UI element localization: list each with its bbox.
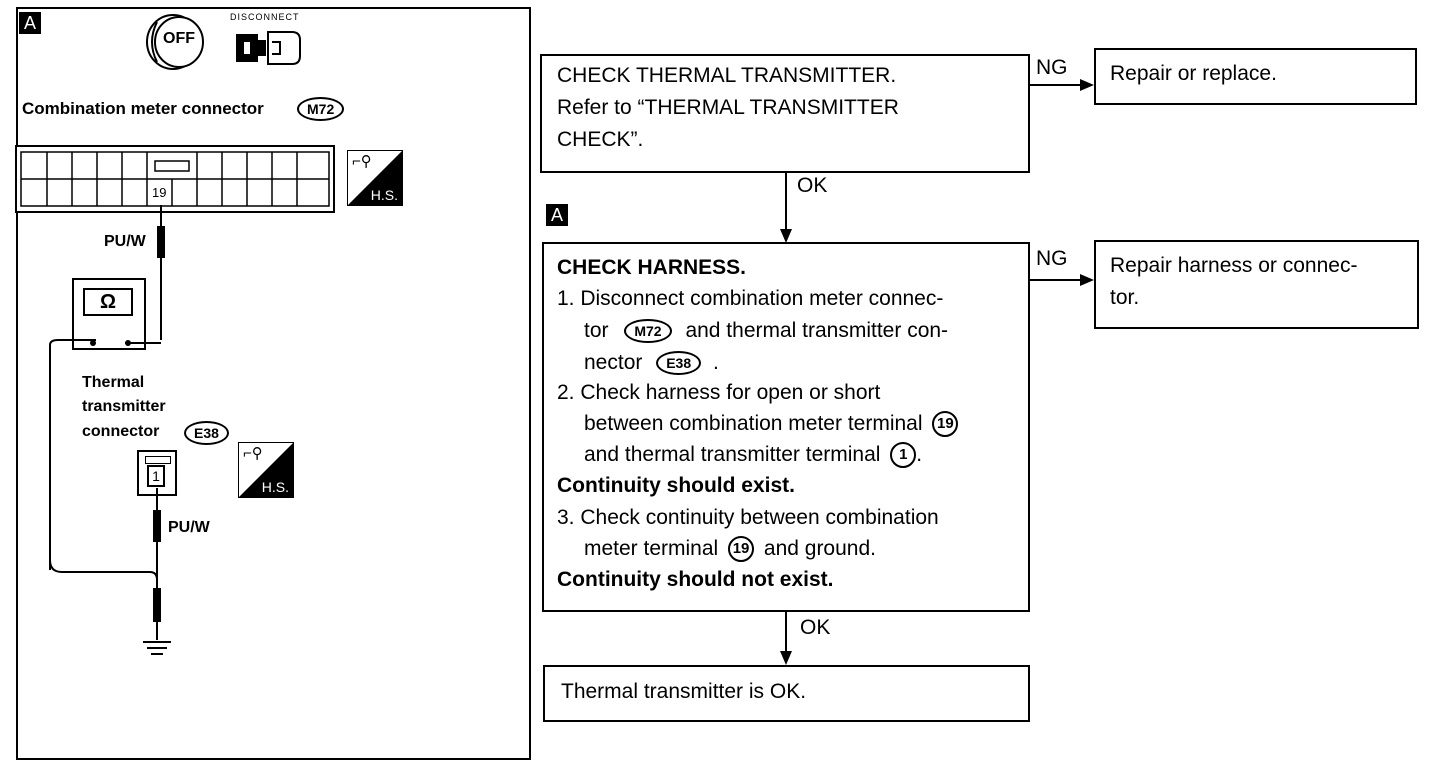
step1-line3: CHECK”. (557, 128, 644, 151)
final-result: Thermal transmitter is OK. (561, 680, 807, 703)
disconnect-label: DISCONNECT (230, 12, 300, 22)
step2-tag: A (546, 204, 568, 226)
ignition-off-label: OFF (163, 30, 195, 47)
ng1-result: Repair or replace. (1110, 62, 1277, 85)
step2-item1-line1: 1. Disconnect combination meter connec- (557, 287, 944, 310)
continuity-should-exist: Continuity should exist. (557, 474, 796, 497)
step2-item3-line2: meter terminal 19 and ground. (584, 533, 876, 565)
step2-item2-line1: 2. Check harness for open or short (557, 381, 881, 404)
ng2-label: NG (1036, 247, 1068, 270)
transmitter-terminal: 1 (147, 465, 165, 487)
hs-label-top: H.S. (370, 187, 398, 203)
transmitter-label-2: transmitter (82, 398, 166, 415)
step2-item1-line2: tor M72 and thermal transmitter con- (584, 319, 949, 342)
transmitter-label-1: Thermal (82, 374, 145, 391)
step2-item2-line3: and thermal transmitter terminal 1 . (584, 439, 922, 471)
meter-connector-code: M72 (297, 97, 344, 121)
transmitter-connector-code: E38 (184, 421, 229, 445)
ng1-label: NG (1036, 56, 1068, 79)
step1-line1: CHECK THERMAL TRANSMITTER. (557, 64, 897, 87)
wire-color-top: PU/W (104, 233, 146, 250)
ng2-result-line1: Repair harness or connec- (1110, 254, 1358, 277)
step2-item2-line2: between combination meter terminal 19 (584, 408, 958, 440)
e38-code: E38 (656, 351, 701, 375)
panel-tag: A (19, 12, 41, 34)
continuity-should-not-exist: Continuity should not exist. (557, 568, 834, 591)
step2-item3-line1: 3. Check continuity between combination (557, 506, 939, 529)
probe-icon: ⌐⚲ (352, 153, 372, 170)
step2-item1-line3: nector E38 . (584, 351, 719, 374)
ok2-label: OK (800, 616, 831, 639)
terminal-1-circle: 1 (890, 442, 916, 468)
wire-color-bottom: PU/W (168, 519, 210, 536)
hs-label-bottom: H.S. (261, 479, 289, 495)
ohm-symbol: Ω (99, 291, 117, 313)
terminal-19-circle-2: 19 (728, 536, 754, 562)
transmitter-label-3: connector (82, 423, 160, 440)
probe-icon: ⌐⚲ (243, 445, 263, 462)
m72-code: M72 (624, 319, 671, 343)
meter-connector-label: Combination meter connector (22, 99, 264, 118)
meter-terminal-number: 19 (152, 185, 167, 200)
terminal-19-circle: 19 (932, 411, 958, 437)
step1-line2: Refer to “THERMAL TRANSMITTER (557, 96, 899, 119)
step2-title: CHECK HARNESS. (557, 256, 747, 279)
ok1-label: OK (797, 174, 828, 197)
ng2-result-line2: tor. (1110, 286, 1140, 309)
